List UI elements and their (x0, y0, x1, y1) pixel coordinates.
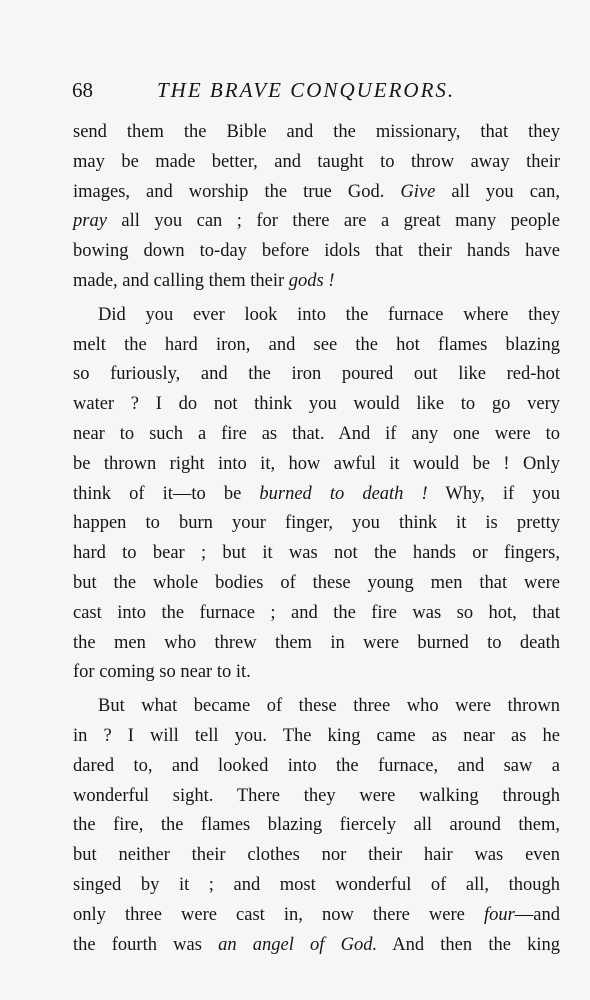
italic-text: gods ! (288, 270, 335, 291)
text-line: singed by it ; and most wonderful of all, though (73, 874, 560, 895)
text-line: hard to bear ; but it was not the hands or fingers, (73, 543, 560, 564)
text-line: bowing down to-day before idols that their hands have (73, 241, 560, 262)
body-text (73, 118, 560, 960)
text-line: But what became of these three who were thrown (98, 696, 560, 717)
text-line: made, and calling them their gods ! (73, 270, 335, 291)
page-number: 68 (72, 78, 93, 102)
paragraph (73, 692, 560, 960)
text-line: near to such a fire as that. And if any one were to (73, 423, 560, 444)
text-line: may be made better, and taught to throw away their (73, 151, 560, 172)
text-line: so furiously, and the iron poured out like red-hot (73, 364, 560, 385)
italic-text: Give (400, 181, 436, 202)
text-line: water ? I do not think you would like to go very (73, 394, 560, 415)
text-line: think of it—to be burned to death ! Why, if you (73, 483, 560, 504)
text-line: wonderful sight. There they were walking through (73, 785, 560, 806)
text-line: only three were cast in, now there were four—and (73, 904, 560, 925)
text-line: but neither their clothes nor their hair was even (73, 845, 560, 866)
text-line: pray all you can ; for there are a great many people (73, 211, 560, 232)
text-line: in ? I will tell you. The king came as near as he (73, 725, 560, 746)
italic-text: an angel of God. (218, 934, 378, 955)
text-line: Did you ever look into the furnace where they (98, 304, 560, 325)
italic-text: pray (73, 211, 107, 232)
text-line: send them the Bible and the missionary, that they (73, 122, 560, 142)
italic-text: burned to death ! (259, 483, 428, 504)
text-line: but the whole bodies of these young men that were (73, 572, 560, 593)
text-line: for coming so near to it. (73, 662, 251, 683)
text-line: the fourth was an angel of God. And then the king (73, 934, 560, 955)
text-line: melt the hard iron, and see the hot flames blazing (73, 334, 560, 355)
italic-text: four (483, 904, 515, 925)
page-header (72, 78, 550, 108)
text-line: happen to burn your finger, you think it is pretty (73, 513, 560, 534)
running-head: THE BRAVE CONQUERORS. (157, 78, 456, 102)
text-line: images, and worship the true God. Give all you can, (73, 181, 560, 202)
text-line: dared to, and looked into the furnace, and saw a (73, 755, 560, 776)
paragraph (73, 301, 560, 688)
text-line: the fire, the flames blazing fiercely all around them, (73, 815, 560, 836)
text-line: cast into the furnace ; and the fire was so hot, that (73, 602, 560, 623)
text-line: the men who threw them in were burned to death (73, 632, 560, 653)
text-line: be thrown right into it, how awful it would be ! Only (73, 453, 560, 474)
paragraph (73, 118, 560, 297)
